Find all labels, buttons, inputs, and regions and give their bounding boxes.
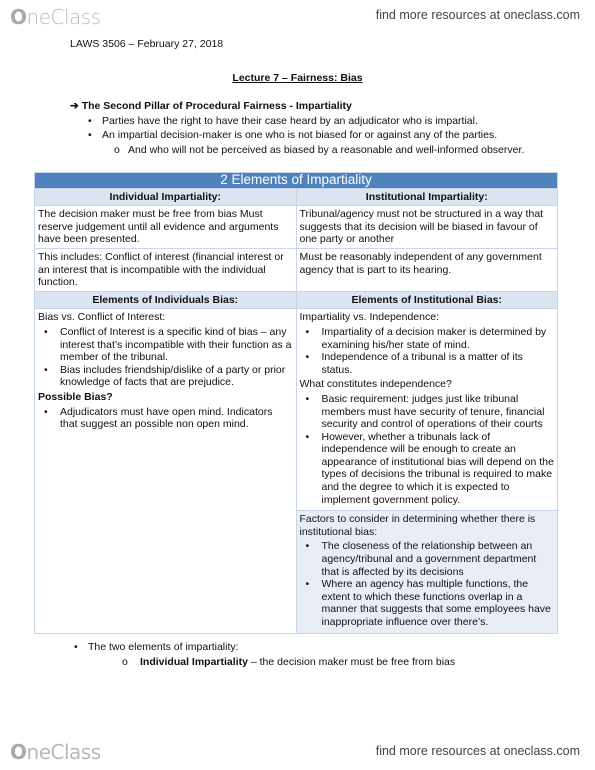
bottom-bullet-text: The two elements of impartiality: xyxy=(88,641,239,653)
bias-list xyxy=(38,326,293,389)
what-constitutes: What constitutes independence? xyxy=(299,378,452,391)
independence-intro: Impartiality vs. Independence: xyxy=(299,311,439,324)
circle-bullet-icon: o xyxy=(114,144,120,156)
possible-bias-heading: Possible Bias? xyxy=(38,390,113,403)
list-item: • Impartiality of a decision maker is determined by examining his/her state of mind. xyxy=(300,326,555,351)
list-item: • Independence of a tribunal is a matter of its status. xyxy=(300,351,555,376)
bullet-icon: • xyxy=(74,641,78,653)
possible-bias-list xyxy=(38,406,293,431)
list-item: • Basic requirement: judges just like tribunal members must have security of tenure, financial security and control of operations of their courts xyxy=(300,393,555,431)
table-title: 2 Elements of Impartiality xyxy=(35,173,558,189)
pillar-text: The Second Pillar of Procedural Fairness - Impartiality xyxy=(81,100,352,112)
left-row-2: This includes: Conflict of interest (financial interest or an interest that is incompatible with the individual function. xyxy=(35,248,297,291)
list-item: • Bias includes friendship/dislike of a party or prior knowledge of facts that are prejudice. xyxy=(38,364,293,389)
list-item: • Where an agency has multiple functions, the extent to which these functions overlap in a manner that suggests that some employees have inappropriate influence over there’s. xyxy=(300,578,555,628)
lecture-title: Lecture 7 – Fairness: Bias xyxy=(232,72,363,84)
footer-find-more-link[interactable]: find more resources at oneclass.com xyxy=(375,744,580,758)
bullet-text: An impartial decision-maker is one who is not biased for or against any of the parties. xyxy=(102,129,498,141)
left-column-head-2: Elements of Individuals Bias: xyxy=(35,291,297,309)
top-bar xyxy=(0,0,595,30)
independence-list xyxy=(300,326,555,376)
list-item: • Adjudicators must have open mind. Indicators that suggest an possible non open mind. xyxy=(38,406,293,431)
logo-text: neClass xyxy=(26,5,101,29)
what-constitutes-list xyxy=(300,393,555,506)
list-item: • However, whether a tribunals lack of independence will be enough to create an appearance of institutional bias will depend on the types of decisions the tribunal is required to make and the degree to which it is expected to implement government policy. xyxy=(300,431,555,507)
impartiality-table xyxy=(34,172,558,634)
bullet-text: Parties have the right to have their case heard by an adjudicator who is impartial. xyxy=(102,115,478,127)
factors-cell xyxy=(296,511,558,633)
list-item: • The closeness of the relationship between an agency/tribunal and a government department that is affected by its decisions xyxy=(300,540,555,578)
pillar-heading xyxy=(70,100,352,112)
bullet-item xyxy=(88,115,478,127)
find-more-link[interactable]: find more resources at oneclass.com xyxy=(375,8,580,22)
sub-rest-text: – the decision maker must be free from bias xyxy=(247,656,456,668)
footer-oneclass-logo[interactable]: OneClass xyxy=(10,740,101,764)
individual-bias-cell xyxy=(35,309,297,633)
bullet-icon: • xyxy=(88,115,92,127)
sub-bullet-item xyxy=(114,144,528,157)
right-column-head: Institutional Impartiality: xyxy=(296,188,558,206)
bias-intro: Bias vs. Conflict of Interest: xyxy=(38,311,166,324)
bottom-bullet xyxy=(74,641,239,653)
course-line: LAWS 3506 – February 27, 2018 xyxy=(70,38,224,50)
arrow-icon: ➔ xyxy=(70,100,82,112)
factors-list xyxy=(300,540,555,628)
right-row-1: Tribunal/agency must not be structured in a way that suggests that its decision will be biased in favour of one party or another xyxy=(296,206,558,249)
oneclass-logo[interactable]: OneClass xyxy=(10,5,101,29)
sub-bold-text: Individual Impartiality xyxy=(140,656,248,668)
factors-intro: Factors to consider in determining whether there is institutional bias: xyxy=(299,513,536,538)
sub-bullet-text: And who will not be perceived as biased by a reasonable and well-informed observer. xyxy=(128,144,525,156)
left-row-1: The decision maker must be free from bias Must reserve judgement until all evidence and arguments have been presented. xyxy=(35,206,297,249)
right-column-head-2: Elements of Institutional Bias: xyxy=(296,291,558,309)
institutional-bias-cell xyxy=(296,309,558,511)
bullet-item xyxy=(88,129,498,141)
left-column-head: Individual Impartiality: xyxy=(35,188,297,206)
right-row-2: Must be reasonably independent of any government agency that is part to its hearing. xyxy=(296,248,558,291)
bottom-sub-bullet xyxy=(122,656,456,668)
footer-logo-text: neClass xyxy=(26,740,101,764)
bullet-icon: • xyxy=(88,129,92,141)
list-item: • Conflict of Interest is a specific kind of bias – any interest that’s incompatible with their function as a member of the tribunal. xyxy=(38,326,293,364)
circle-bullet-icon: o xyxy=(122,656,128,668)
